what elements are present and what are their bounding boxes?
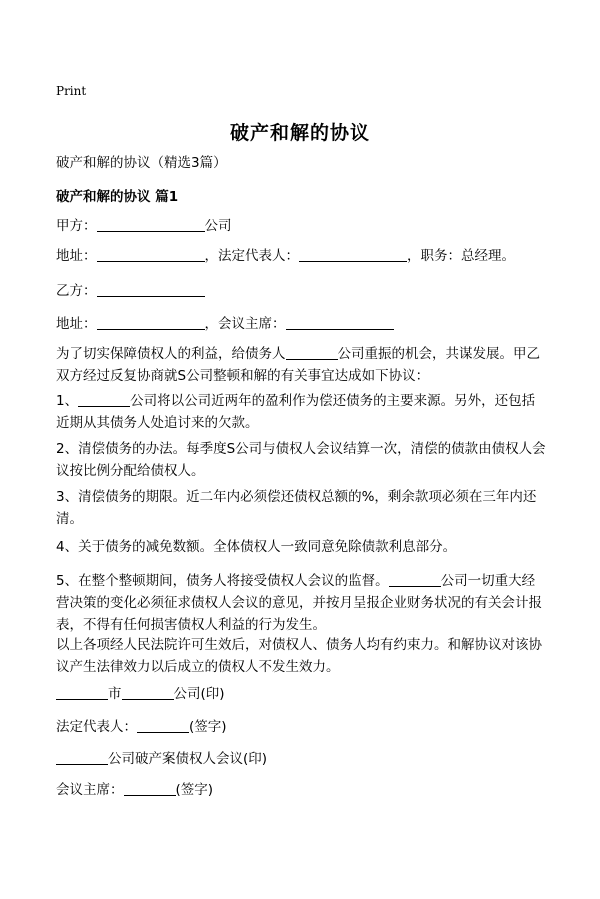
sign-chair-suffix: (签字) <box>175 782 214 798</box>
print-label: Print <box>56 84 87 98</box>
sign-company-suffix: 公司(印) <box>173 686 225 702</box>
document-subtitle: 破产和解的协议（精选3篇） <box>56 155 227 171</box>
clause-1 <box>56 390 548 434</box>
sign-rep-label: 法定代表人： <box>56 719 137 735</box>
sign-company-line <box>56 683 556 705</box>
clause-2: 2、清偿债务的办法。每季度S公司与债权人会议结算一次，清偿的债款由债权人会议按比例分配给债权人。 <box>56 441 546 479</box>
address-1-rep-label: ，法定代表人： <box>204 248 299 264</box>
address-line-1 <box>56 245 556 267</box>
closing-paragraph: 以上各项经人民法院许可生效后，对债权人、债务人均有约束力。和解协议对该协议产生法律效力以后成立的债权人不发生效力。 <box>56 637 542 675</box>
party-a-suffix: 公司 <box>204 218 232 234</box>
sign-chair-line <box>56 779 556 801</box>
clause-1-prefix: 1、 <box>56 393 79 409</box>
sign-rep-line <box>56 716 556 738</box>
sign-rep-blank <box>137 718 189 733</box>
sign-meeting-blank <box>56 750 108 765</box>
intro-blank <box>286 345 338 360</box>
sign-chair-label: 会议主席： <box>56 782 124 798</box>
sign-meeting-suffix: 公司破产案债权人会议(印) <box>108 751 268 767</box>
intro-paragraph <box>56 343 548 387</box>
party-b-blank <box>97 282 205 297</box>
address-2-chair-label: ，会议主席： <box>204 316 286 332</box>
sign-chair-blank <box>124 781 176 796</box>
party-b-label: 乙方： <box>56 283 97 299</box>
party-a-line <box>56 215 556 237</box>
party-b-line <box>56 280 556 302</box>
party-a-blank <box>97 217 205 232</box>
clause-1-blank <box>78 392 130 407</box>
address-line-2 <box>56 313 556 335</box>
section-heading: 破产和解的协议 篇1 <box>56 189 179 205</box>
intro-part-2: 公司重振的机会，共谋发展。甲乙双方经过反复协商就S公司整顿和解的有关事宜达成如下协议： <box>56 346 540 384</box>
sign-meeting-line <box>56 748 556 770</box>
address-1-title-label: ，职务：总经理。 <box>407 248 515 264</box>
address-2-chair-blank <box>286 315 394 330</box>
document-title: 破产和解的协议 <box>229 122 370 144</box>
sign-company-blank <box>122 685 174 700</box>
address-1-rep-blank <box>299 247 407 262</box>
address-1-blank <box>97 247 205 262</box>
party-a-label: 甲方： <box>56 218 97 234</box>
sign-city-blank <box>56 685 108 700</box>
address-1-label: 地址： <box>56 248 97 264</box>
clause-5-part-1: 5、在整个整顿期间，债务人将接受债权人会议的监督。 <box>56 573 389 589</box>
address-2-label: 地址： <box>56 316 97 332</box>
clause-5-part-2: 公司一切重大经营决策的变化必须征求债权人会议的意见，并按月呈报企业财务状况的有关会计报表，不得有任何损害债权人利益的行为发生。 <box>56 573 542 633</box>
clause-1-text: 公司将以公司近两年的盈利作为偿还债务的主要来源。另外，还包括近期从其债务人处追讨来的欠款。 <box>56 393 536 431</box>
sign-city-label: 市 <box>108 686 122 702</box>
address-2-blank <box>97 315 205 330</box>
clause-5-blank <box>389 572 441 587</box>
clause-4: 4、关于债务的减免数额。全体债权人一致同意免除债款利息部分。 <box>56 539 457 555</box>
clause-3: 3、清偿债务的期限。近二年内必须偿还债权总额的%，剩余款项必须在三年内还清。 <box>56 489 537 527</box>
sign-rep-suffix: (签字) <box>189 719 227 735</box>
clause-5 <box>56 570 548 636</box>
intro-part-1: 为了切实保障债权人的利益，给债务人 <box>56 346 286 362</box>
